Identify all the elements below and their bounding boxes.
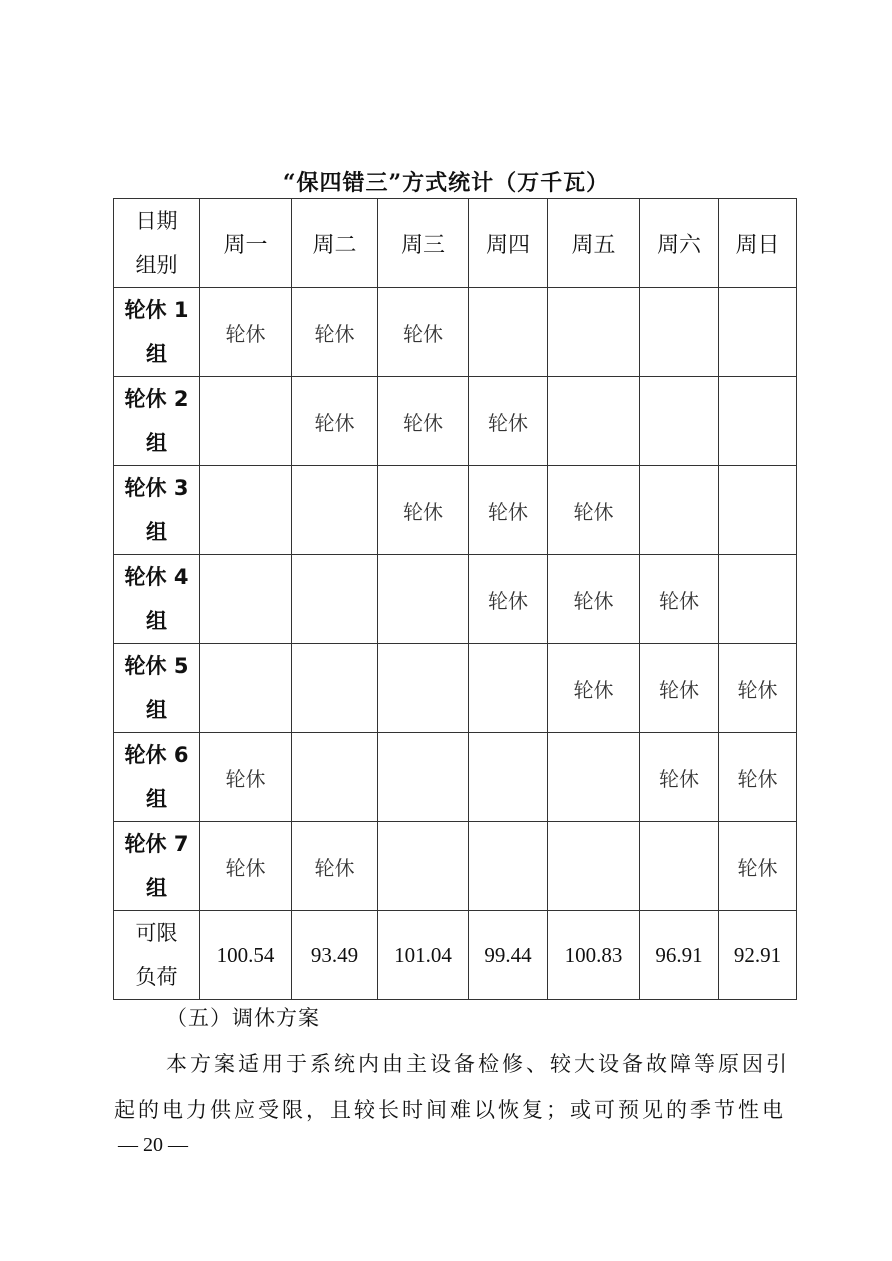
schedule-cell: 轮休 <box>548 466 640 555</box>
schedule-cell <box>200 466 292 555</box>
schedule-cell <box>548 377 640 466</box>
load-value-cell: 101.04 <box>378 911 469 1000</box>
table-row <box>114 288 797 377</box>
schedule-cell: 轮休 <box>640 555 719 644</box>
load-row <box>114 911 797 1000</box>
schedule-cell <box>640 288 719 377</box>
day-header-sat: 周六 <box>640 199 719 288</box>
load-label-line1: 可限 <box>135 921 178 945</box>
schedule-cell <box>640 466 719 555</box>
rotation-schedule-table <box>113 198 797 1000</box>
corner-date-label: 日期 <box>135 209 178 233</box>
group-label-line1: 轮休 2 <box>124 387 189 411</box>
schedule-cell: 轮休 <box>200 822 292 911</box>
schedule-cell: 轮休 <box>640 644 719 733</box>
schedule-cell <box>200 555 292 644</box>
schedule-cell: 轮休 <box>719 644 797 733</box>
day-header-wed: 周三 <box>378 199 469 288</box>
schedule-cell <box>548 288 640 377</box>
schedule-cell <box>469 822 548 911</box>
load-value-cell: 100.83 <box>548 911 640 1000</box>
schedule-cell: 轮休 <box>292 288 378 377</box>
schedule-cell: 轮休 <box>378 377 469 466</box>
header-row <box>114 199 797 288</box>
group-label-cell <box>114 377 200 466</box>
group-label-line2: 组 <box>146 342 167 366</box>
schedule-cell: 轮休 <box>378 288 469 377</box>
corner-header <box>114 199 200 288</box>
group-label-line2: 组 <box>146 876 167 900</box>
schedule-cell: 轮休 <box>719 822 797 911</box>
schedule-cell: 轮休 <box>640 733 719 822</box>
schedule-cell <box>469 644 548 733</box>
schedule-cell: 轮休 <box>200 288 292 377</box>
load-value-cell: 99.44 <box>469 911 548 1000</box>
group-label-line2: 组 <box>146 609 167 633</box>
schedule-cell: 轮休 <box>200 733 292 822</box>
table-title: “保四错三”方式统计（万千瓦） <box>282 170 610 196</box>
schedule-cell <box>378 644 469 733</box>
schedule-cell <box>719 555 797 644</box>
load-value-cell: 96.91 <box>640 911 719 1000</box>
schedule-cell: 轮休 <box>719 733 797 822</box>
schedule-cell <box>719 288 797 377</box>
group-label-cell <box>114 555 200 644</box>
day-header-sun: 周日 <box>719 199 797 288</box>
group-label-line2: 组 <box>146 520 167 544</box>
schedule-cell <box>469 288 548 377</box>
schedule-cell <box>640 822 719 911</box>
schedule-cell: 轮休 <box>378 466 469 555</box>
paragraph-line-1: 本方案适用于系统内由主设备检修、较大设备故障等原因引 <box>166 1052 790 1076</box>
table-row <box>114 644 797 733</box>
table-row <box>114 466 797 555</box>
table-row <box>114 555 797 644</box>
schedule-cell <box>200 377 292 466</box>
page-number: — 20 — <box>118 1134 188 1156</box>
schedule-cell <box>292 733 378 822</box>
schedule-cell <box>719 466 797 555</box>
load-value-cell: 92.91 <box>719 911 797 1000</box>
section-heading: （五）调休方案 <box>166 1006 320 1030</box>
group-label-cell <box>114 644 200 733</box>
schedule-cell <box>378 822 469 911</box>
schedule-cell <box>548 733 640 822</box>
schedule-cell: 轮休 <box>469 466 548 555</box>
schedule-cell <box>292 644 378 733</box>
schedule-cell <box>378 733 469 822</box>
group-label-line1: 轮休 4 <box>124 565 189 589</box>
group-label-line2: 组 <box>146 431 167 455</box>
group-label-line1: 轮休 5 <box>124 654 189 678</box>
schedule-cell: 轮休 <box>469 377 548 466</box>
group-label-cell <box>114 822 200 911</box>
group-label-line1: 轮休 7 <box>124 832 189 856</box>
group-label-line2: 组 <box>146 787 167 811</box>
table-row <box>114 733 797 822</box>
group-label-line2: 组 <box>146 698 167 722</box>
day-header-tue: 周二 <box>292 199 378 288</box>
schedule-cell <box>200 644 292 733</box>
schedule-cell <box>548 822 640 911</box>
load-value-cell: 100.54 <box>200 911 292 1000</box>
schedule-cell: 轮休 <box>548 644 640 733</box>
schedule-cell <box>292 555 378 644</box>
group-label-cell <box>114 288 200 377</box>
load-label-line2: 负荷 <box>135 965 178 989</box>
schedule-cell <box>640 377 719 466</box>
schedule-cell: 轮休 <box>292 822 378 911</box>
schedule-cell: 轮休 <box>469 555 548 644</box>
day-header-mon: 周一 <box>200 199 292 288</box>
group-label-line1: 轮休 3 <box>124 476 189 500</box>
group-label-line1: 轮休 6 <box>124 743 189 767</box>
schedule-cell: 轮休 <box>548 555 640 644</box>
group-label-cell <box>114 466 200 555</box>
schedule-cell <box>719 377 797 466</box>
day-header-thu: 周四 <box>469 199 548 288</box>
group-label-line1: 轮休 1 <box>124 298 189 322</box>
load-label-cell <box>114 911 200 1000</box>
schedule-cell <box>469 733 548 822</box>
table-row <box>114 822 797 911</box>
group-label-cell <box>114 733 200 822</box>
load-value-cell: 93.49 <box>292 911 378 1000</box>
day-header-fri: 周五 <box>548 199 640 288</box>
schedule-cell <box>292 466 378 555</box>
schedule-cell <box>378 555 469 644</box>
table-row <box>114 377 797 466</box>
corner-group-label: 组别 <box>135 253 178 277</box>
paragraph-line-2: 起的电力供应受限，且较长时间难以恢复；或可预见的季节性电 <box>114 1098 786 1122</box>
schedule-cell: 轮休 <box>292 377 378 466</box>
